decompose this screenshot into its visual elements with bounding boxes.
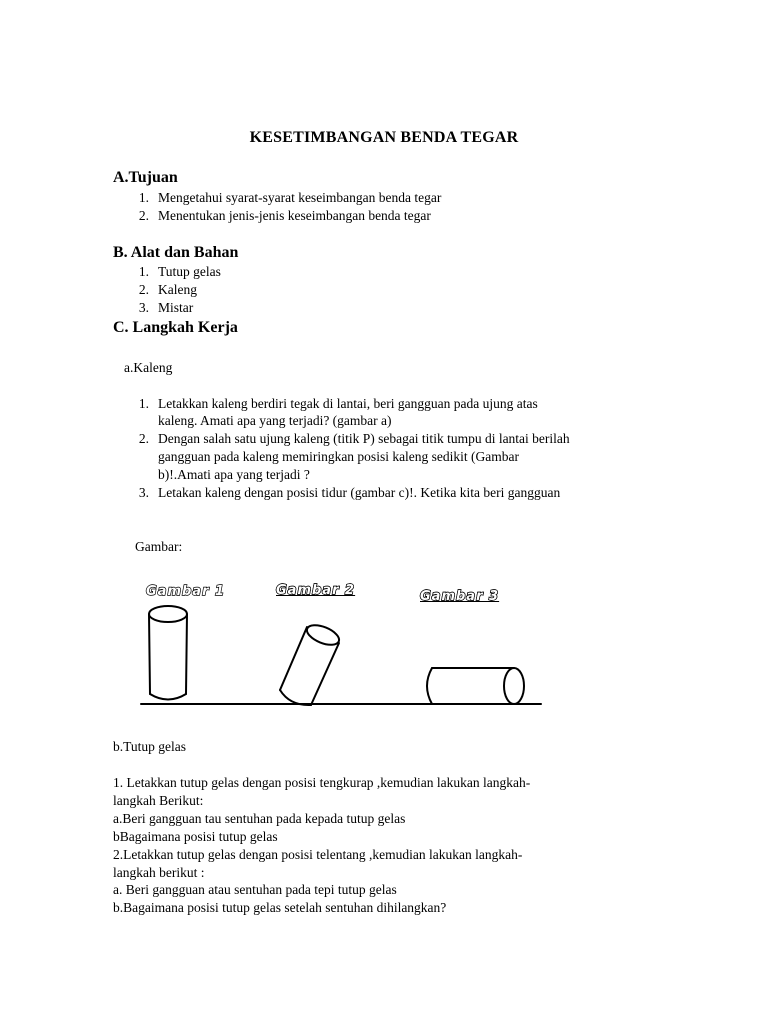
step-3-line-1: Letakan kaleng dengan posisi tidur (gambar c)!. Ketika kita beri gangguan: [158, 485, 561, 500]
figure-label-3: Gambar 3: [420, 589, 500, 604]
section-b-item-1-num: 1.: [138, 264, 149, 279]
step-1-num: 1.: [138, 396, 149, 411]
subsection-kaleng-label: a.Kaleng: [124, 360, 173, 375]
lying-can-drawing: [427, 668, 524, 704]
gambar-label: Gambar:: [135, 539, 183, 554]
step-1-line-2: kaleng. Amati apa yang terjadi? (gambar a): [158, 413, 392, 428]
section-a-item-1: Mengetahui syarat-syarat keseimbangan benda tegar: [158, 190, 442, 205]
tutup-line-5: 2.Letakkan tutup gelas dengan posisi telentang ,kemudian lakukan langkah-: [113, 847, 523, 862]
step-2-num: 2.: [138, 431, 149, 446]
section-a-heading: A.Tujuan: [113, 169, 178, 186]
tutup-line-2: langkah Berikut:: [113, 793, 204, 808]
section-b-item-3-num: 3.: [138, 300, 149, 315]
tutup-line-8: b.Bagaimana posisi tutup gelas setelah sentuhan dihilangkan?: [113, 900, 447, 915]
section-b-item-2: Kaleng: [158, 282, 197, 297]
section-c-heading: C. Langkah Kerja: [113, 319, 238, 336]
subsection-tutup-gelas-label: b.Tutup gelas: [113, 739, 187, 754]
section-a-item-2: Menentukan jenis-jenis keseimbangan benda tegar: [158, 208, 431, 223]
tutup-line-4: bBagaimana posisi tutup gelas: [113, 829, 278, 844]
section-a-item-1-num: 1.: [138, 190, 149, 205]
figure-label-1: Gambar 1: [146, 584, 226, 599]
section-b-item-1: Tutup gelas: [158, 264, 221, 279]
step-2-line-1: Dengan salah satu ujung kaleng (titik P) sebagai titik tumpu di lantai berilah: [158, 431, 570, 446]
section-b-item-3: Mistar: [158, 300, 194, 315]
tutup-line-7: a. Beri gangguan atau sentuhan pada tepi tutup gelas: [113, 882, 397, 897]
section-a-item-2-num: 2.: [138, 208, 149, 223]
figure-label-2: Gambar 2: [276, 583, 356, 598]
tutup-line-6: langkah berikut :: [113, 865, 205, 880]
step-1-line-1: Letakkan kaleng berdiri tegak di lantai, beri gangguan pada ujung atas: [158, 396, 538, 411]
tilted-can-drawing: [280, 621, 342, 705]
upright-can-drawing: [149, 606, 187, 700]
document-title: KESETIMBANGAN BENDA TEGAR: [249, 129, 519, 146]
tutup-line-3: a.Beri gangguan tau sentuhan pada kepada tutup gelas: [113, 811, 406, 826]
section-b-heading: B. Alat dan Bahan: [113, 244, 239, 261]
step-2-line-2: gangguan pada kaleng memiringkan posisi kaleng sedikit (Gambar: [158, 449, 520, 464]
step-3-num: 3.: [138, 485, 149, 500]
step-2-line-3: b)!.Amati apa yang terjadi ?: [158, 467, 310, 482]
section-b-item-2-num: 2.: [138, 282, 149, 297]
tutup-line-1: 1. Letakkan tutup gelas dengan posisi tengkurap ,kemudian lakukan langkah-: [113, 775, 531, 790]
